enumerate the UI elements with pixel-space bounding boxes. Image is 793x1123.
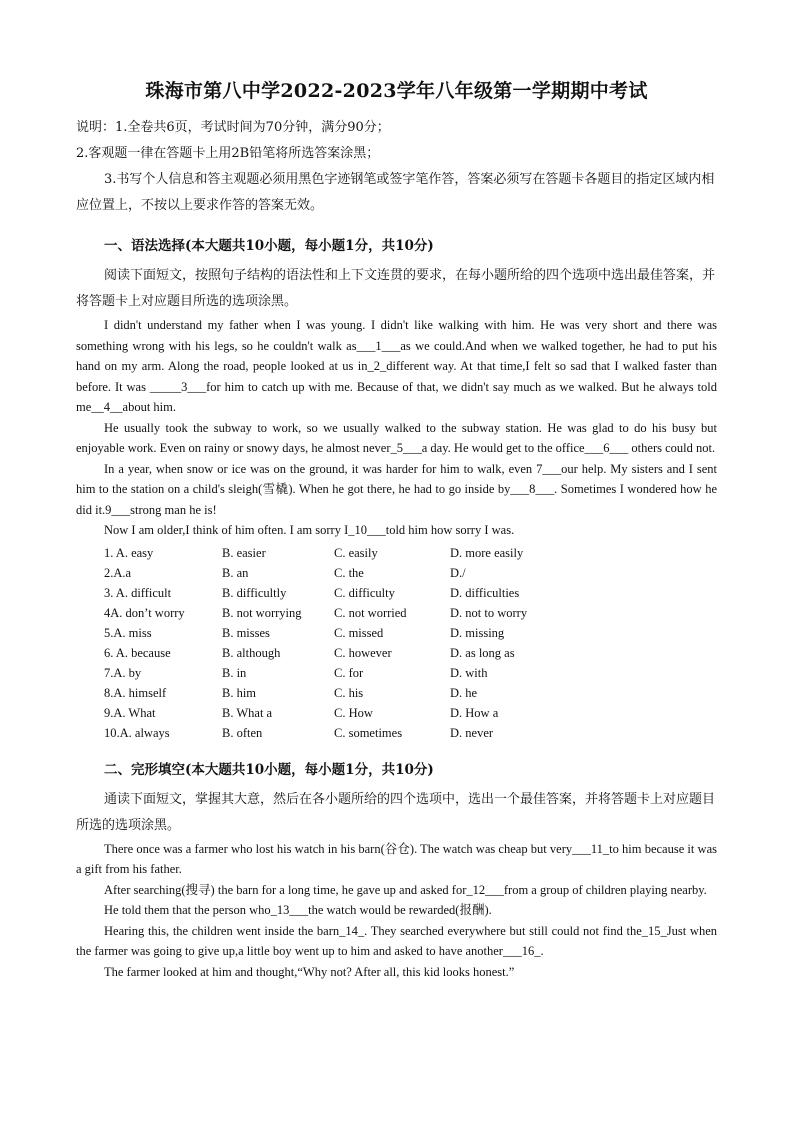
option-c: C. the	[334, 565, 364, 580]
option-c: C. for	[334, 665, 364, 680]
option-c: C. difficulty	[334, 585, 395, 600]
section1-heading: 一、语法选择(本大题共10小题，每小题1分，共10分)	[104, 238, 434, 254]
option-d: D. with	[450, 665, 488, 680]
option-b: B. him	[222, 685, 257, 700]
option-row	[104, 543, 717, 563]
option-row	[104, 683, 717, 703]
section2-paragraph: The farmer looked at him and thought,“Why not? After all, this kid looks honest.”	[104, 964, 515, 979]
option-c: C. his	[334, 685, 364, 700]
option-row	[104, 643, 717, 663]
section1-paragraph: In a year, when snow or ice was on the ground, it was harder for him to walk, even 7___our help. My sisters and I sent him to the station on a child's sleigh(雪橇). When he got there, he had to go inside by___8___. Sometimes I wondered how he did it.9___strong man he is!	[76, 461, 717, 517]
note-2: 2.客观题一律在答题卡上用2B铅笔将所选答案涂黑；	[76, 146, 380, 161]
option-c: C. missed	[334, 625, 384, 640]
option-d: D. How a	[450, 705, 499, 720]
option-row	[104, 603, 717, 623]
exam-notes	[76, 115, 717, 219]
option-a: 4A. don’t worry	[104, 605, 185, 620]
option-d: D. as long as	[450, 645, 515, 660]
option-row	[104, 703, 717, 723]
section1-paragraph: Now I am older,I think of him often. I am sorry I_10___told him how sorry I was.	[104, 523, 515, 537]
option-c: C. however	[334, 645, 392, 660]
option-a: 8.A. himself	[104, 685, 167, 700]
option-a: 3. A. difficult	[104, 585, 172, 600]
option-d: D. more easily	[450, 545, 524, 560]
option-a: 2.A.a	[104, 565, 132, 580]
option-b: B. often	[222, 725, 263, 740]
option-a: 5.A. miss	[104, 625, 152, 640]
option-b: B. although	[222, 645, 281, 660]
option-b: B. an	[222, 565, 249, 580]
section2-paragraph: After searching(搜寻) the barn for a long time, he gave up and asked for_12___from a group of children playing nearby.	[104, 882, 707, 897]
option-a: 10.A. always	[104, 725, 170, 740]
section2-paragraph: There once was a farmer who lost his watch in his barn(谷仓). The watch was cheap but very___11_to him because it was a gift from his father.	[76, 841, 717, 876]
section1-instruction: 阅读下面短文，按照句子结构的语法性和上下文连贯的要求，在每小题所给的四个选项中选出最佳答案，并将答题卡上对应题目所选的选项涂黑。	[76, 268, 716, 309]
section2-paragraph: He told them that the person who_13___the watch would be rewarded(报酬).	[104, 903, 492, 917]
section1-paragraph: I didn't understand my father when I was young. I didn't like walking with him. He was very short and there was something wrong with his legs, so he couldn't walk as___1___as we could.And when we walked together, he had to put his hand on my arm. Along the road, people looked at us in_2_different way. At that time,I felt so sad that I walked faster than before. It was _____3___for him to catch up with me. Because of that, we didn't say much as we walked. But he always told me__4__about him.	[76, 318, 717, 414]
option-b: B. misses	[222, 625, 270, 640]
option-b: B. What a	[222, 705, 273, 720]
option-row	[104, 583, 717, 603]
option-row	[104, 563, 717, 583]
section2-paragraph: Hearing this, the children went inside the barn_14_. They searched everywhere but still could not find the_15_Just when the farmer was going to give up,a little boy went up to him and asked to have another___16_.	[76, 923, 717, 958]
option-b: B. in	[222, 665, 247, 680]
option-b: B. easier	[222, 545, 266, 560]
option-b: B. not worrying	[222, 605, 302, 620]
option-c: C. not worried	[334, 605, 407, 620]
option-row	[104, 623, 717, 643]
option-c: C. sometimes	[334, 725, 403, 740]
section2-instruction: 通读下面短文，掌握其大意，然后在各小题所给的四个选项中，选出一个最佳答案，并将答题卡上对应题目所选的选项涂黑。	[76, 791, 716, 833]
note-1: 说明：1.全卷共6页，考试时间为70分钟，满分90分；	[76, 120, 390, 135]
exam-title: 珠海市第八中学2022-2023学年八年级第一学期期中考试	[145, 80, 648, 102]
option-c: C. easily	[334, 545, 378, 560]
option-a: 1. A. easy	[104, 545, 154, 560]
option-a: 9.A. What	[104, 705, 156, 720]
option-b: B. difficultly	[222, 585, 287, 600]
section1-paragraph: He usually took the subway to work, so we usually walked to the subway station. He was glad to do his busy but enjoyable work. Even on rainy or snowy days, he almost never_5___a day. He would get to the office___6___ others could not.	[76, 420, 717, 455]
option-row	[104, 723, 717, 743]
option-d: D./	[450, 565, 466, 580]
option-d: D. difficulties	[450, 585, 520, 600]
option-a: 6. A. because	[104, 645, 171, 660]
option-d: D. not to worry	[450, 605, 528, 620]
section1-options	[104, 543, 717, 743]
note-3: 3.书写个人信息和答主观题必须用黑色字迹钢笔或签字笔作答，答案必须写在答题卡各题目的指定区域内相应位置上，不按以上要求作答的答案无效。	[76, 172, 715, 213]
option-a: 7.A. by	[104, 665, 142, 680]
option-d: D. he	[450, 685, 478, 700]
option-c: C. How	[334, 705, 373, 720]
option-d: D. never	[450, 725, 494, 740]
option-d: D. missing	[450, 625, 505, 640]
section2-heading: 二、完形填空(本大题共10小题，每小题1分，共10分)	[104, 761, 434, 778]
option-row	[104, 663, 717, 683]
